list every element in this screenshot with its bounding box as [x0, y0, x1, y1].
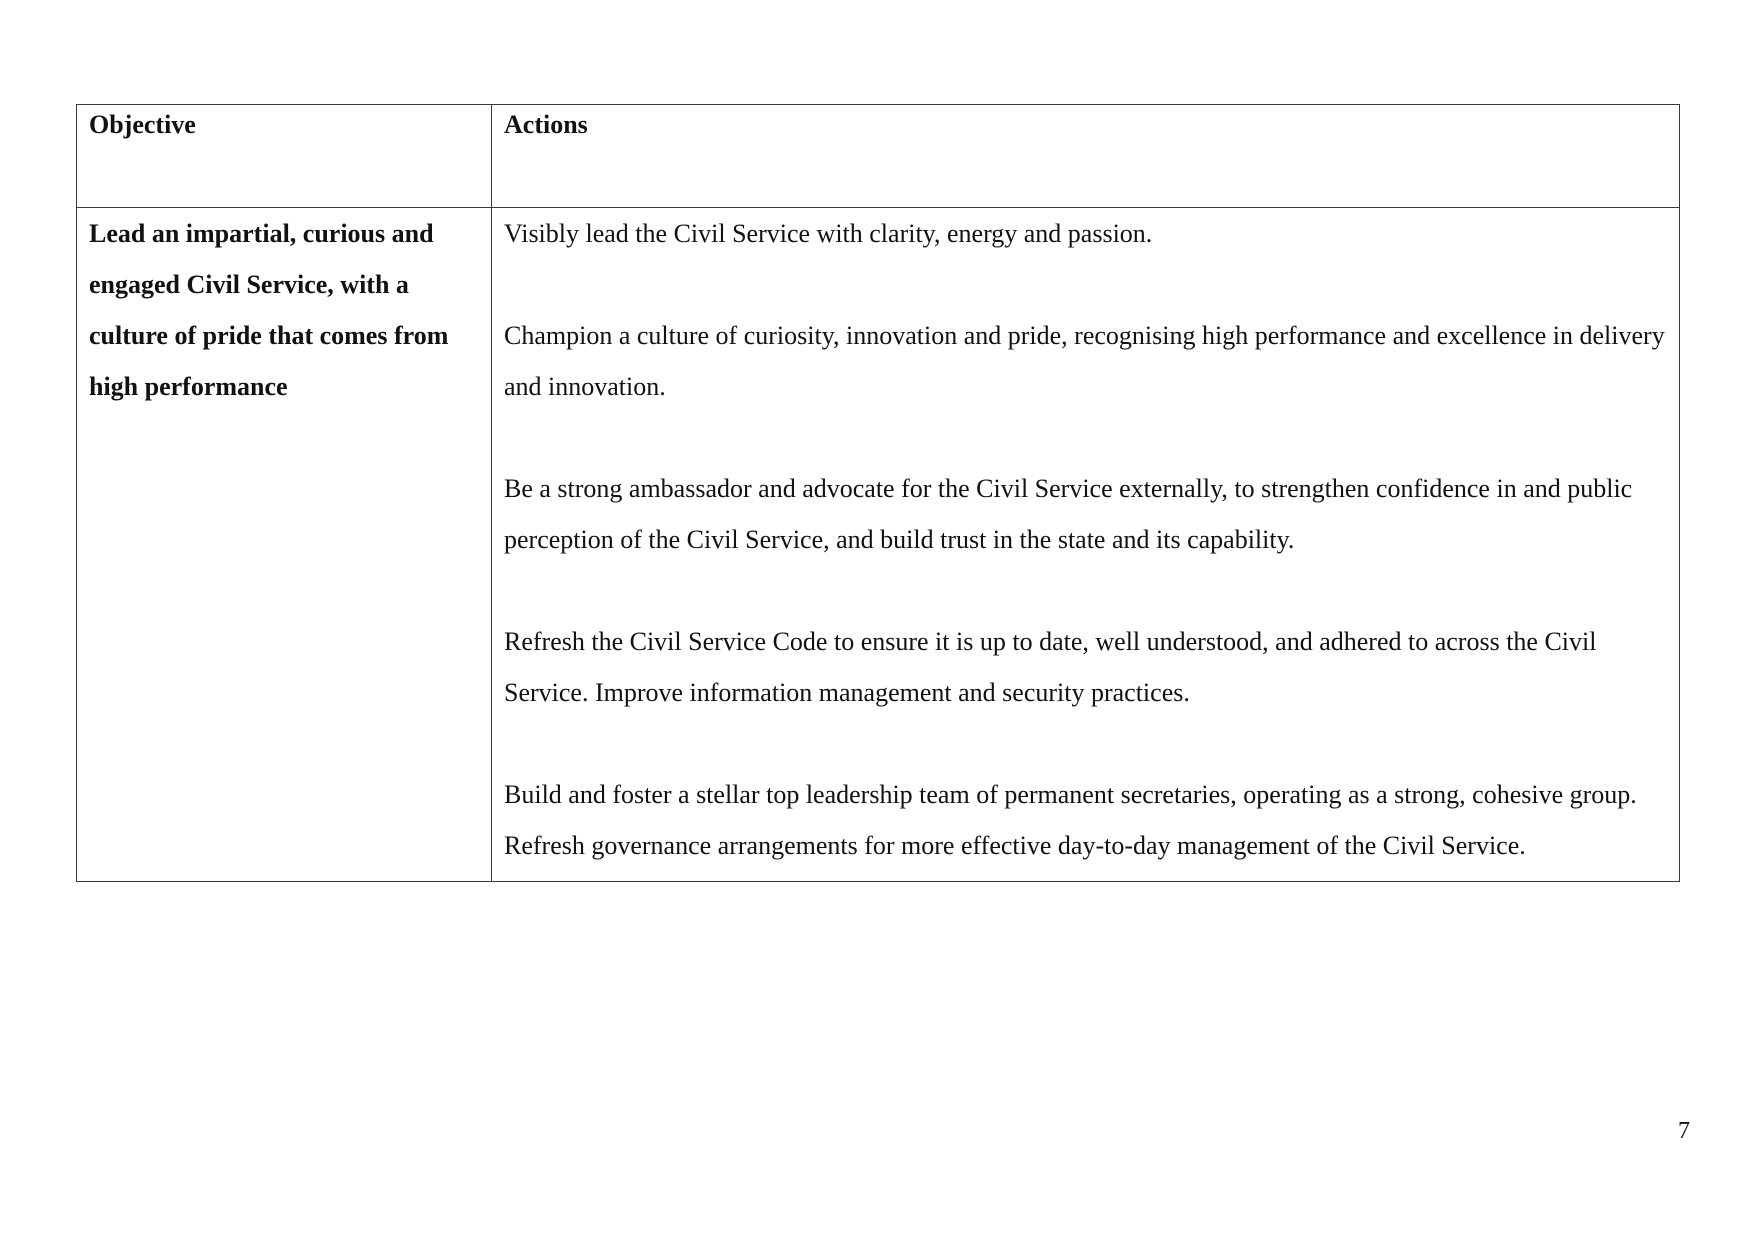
- action-paragraph: Champion a culture of curiosity, innovation and pride, recognising high performance and excellence in delivery and innovation.: [504, 321, 1665, 401]
- objective-text: Lead an impartial, curious and engaged Civil Service, with a culture of pride that comes from high performance: [89, 219, 449, 401]
- header-objective: Objective: [77, 105, 492, 208]
- actions-cell: [492, 208, 1680, 882]
- action-paragraph: Be a strong ambassador and advocate for the Civil Service externally, to strengthen confidence in and public perception of the Civil Service, and build trust in the state and its capability.: [504, 474, 1633, 554]
- action-paragraph: Refresh the Civil Service Code to ensure it is up to date, well understood, and adhered to across the Civil Service. Improve information management and security practices.: [504, 627, 1597, 707]
- action-paragraph: Build and foster a stellar top leadership team of permanent secretaries, operating as a strong, cohesive group. Refresh governance arrangements for more effective day-to-day management of the Civil Service.: [504, 780, 1637, 860]
- objective-cell: [77, 208, 492, 882]
- table-row: [77, 208, 1680, 882]
- page-number: 7: [1678, 1118, 1690, 1144]
- objectives-table: [76, 104, 1680, 882]
- header-actions: Actions: [492, 105, 1680, 208]
- action-paragraph: Visibly lead the Civil Service with clarity, energy and passion.: [504, 219, 1153, 248]
- table-header-row: [77, 105, 1680, 208]
